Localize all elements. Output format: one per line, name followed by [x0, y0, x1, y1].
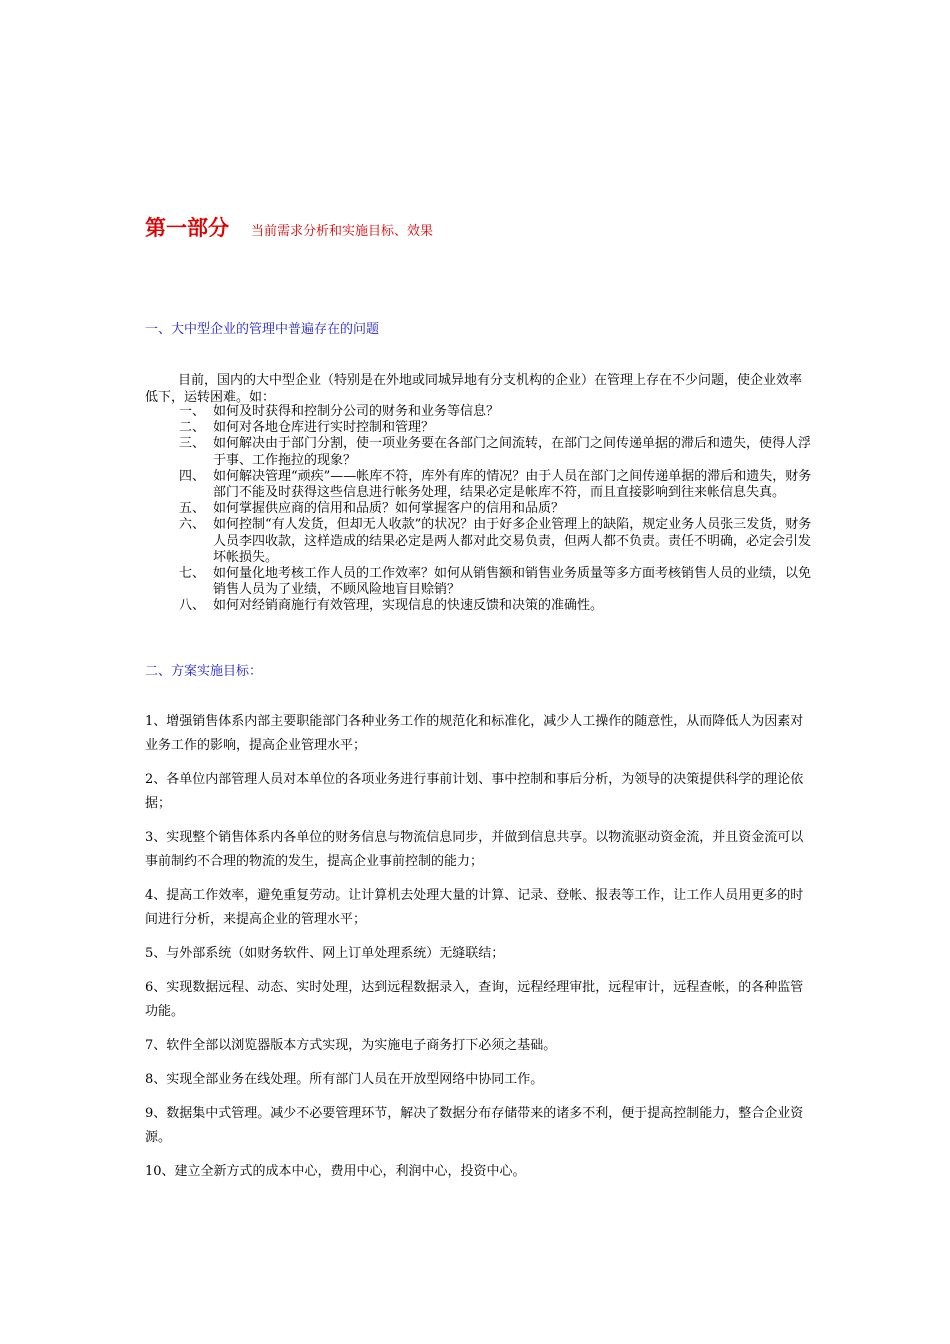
goals-list: [145, 710, 810, 1194]
part-title: 第一部分: [145, 216, 229, 240]
item-text: 如何解决管理“顽疾”——帐库不符，库外有库的情况？由于人员在部门之间传递单据的滞后和遗失，财务部门不能及时获得这些信息进行帐务处理，结果必定是帐库不符，而且直接影响到往来帐信息失真。: [213, 468, 812, 501]
item-number: 二、: [179, 420, 206, 436]
list-item: [145, 598, 815, 614]
section-heading-problems: 一、大中型企业的管理中普遍存在的问题: [145, 322, 380, 337]
item-number: 六、: [179, 517, 206, 533]
section-heading-goals: 二、方案实施目标：: [145, 664, 263, 679]
goal-item: 7、软件全部以浏览器版本方式实现，为实施电子商务打下必须之基础。: [145, 1038, 557, 1053]
item-text: 如何对各地仓库进行实时控制和管理？: [213, 420, 435, 436]
intro-paragraph: 目前，国内的大中型企业（特别是在外地或同城异地有分支机构的企业）在管理上存在不少问题，使企业效率低下，运转困难。如：: [145, 373, 803, 405]
list-item: [145, 436, 815, 468]
item-text: 如何掌握供应商的信用和品质？如何掌握客户的信用和品质？: [213, 501, 565, 517]
list-item: [145, 501, 815, 517]
goal-item: 8、实现全部业务在线处理。所有部门人员在开放型网络中协同工作。: [145, 1072, 544, 1087]
item-number: 四、: [179, 468, 206, 484]
goal-item: 2、各单位内部管理人员对本单位的各项业务进行事前计划、事中控制和事后分析，为领导的决策提供科学的理论依据；: [145, 772, 804, 811]
goal-item: 3、实现整个销售体系内各单位的财务信息与物流信息同步，并做到信息共享。以物流驱动资金流，并且资金流可以事前制约不合理的物流的发生，提高企业事前控制的能力；: [145, 830, 804, 869]
part-heading: [145, 212, 433, 242]
list-item: [145, 469, 815, 501]
goal-item: 1、增强销售体系内部主要职能部门各种业务工作的规范化和标准化，减少人工操作的随意性，从而降低人为因素对业务工作的影响，提高企业管理水平；: [145, 714, 804, 753]
item-number: 三、: [179, 436, 206, 452]
list-item: [145, 566, 815, 598]
problem-list: [145, 404, 815, 615]
goal-item: 4、提高工作效率，避免重复劳动。让计算机去处理大量的计算、记录、登帐、报表等工作，让工作人员用更多的时间进行分析，来提高企业的管理水平；: [145, 888, 804, 927]
item-text: 如何控制“有人发货，但却无人收款”的状况？由于好多企业管理上的缺陷，规定业务人员张三发货，财务人员李四收款，这样造成的结果必定是两人都对此交易负责，但两人都不负责。责任不明确，必定会引发坏帐损失。: [213, 517, 812, 565]
item-text: 如何量化地考核工作人员的工作效率？如何从销售额和销售业务质量等多方面考核销售人员的业绩，以免销售人员为了业绩，不顾风险地盲目赊销？: [213, 566, 812, 598]
item-number: 五、: [179, 501, 206, 517]
list-item: [145, 517, 815, 566]
goal-item: 5、与外部系统（如财务软件、网上订单处理系统）无缝联结；: [145, 946, 505, 961]
item-text: 如何及时获得和控制分公司的财务和业务等信息？: [213, 404, 500, 419]
item-number: 七、: [179, 566, 206, 582]
item-text: 如何对经销商施行有效管理，实现信息的快速反馈和决策的准确性。: [213, 598, 604, 614]
goal-item: 9、数据集中式管理。减少不必要管理环节，解决了数据分布存储带来的诸多不利，便于提高控制能力，整合企业资源。: [145, 1106, 804, 1145]
list-item: [145, 404, 815, 420]
goal-item: 10、建立全新方式的成本中心，费用中心，利润中心，投资中心。: [145, 1164, 526, 1179]
goal-item: 6、实现数据远程、动态、实时处理，达到远程数据录入，查询，远程经理审批，远程审计，远程查帐，的各种监管功能。: [145, 980, 804, 1019]
item-text: 如何解决由于部门分割，使一项业务要在各部门之间流转，在部门之间传递单据的滞后和遗失，使得人浮于事、工作拖拉的现象？: [213, 436, 812, 468]
part-subtitle: 当前需求分析和实施目标、效果: [251, 224, 434, 239]
list-item: [145, 420, 815, 436]
item-number: 八、: [179, 598, 206, 614]
item-number: 一、: [179, 404, 206, 419]
